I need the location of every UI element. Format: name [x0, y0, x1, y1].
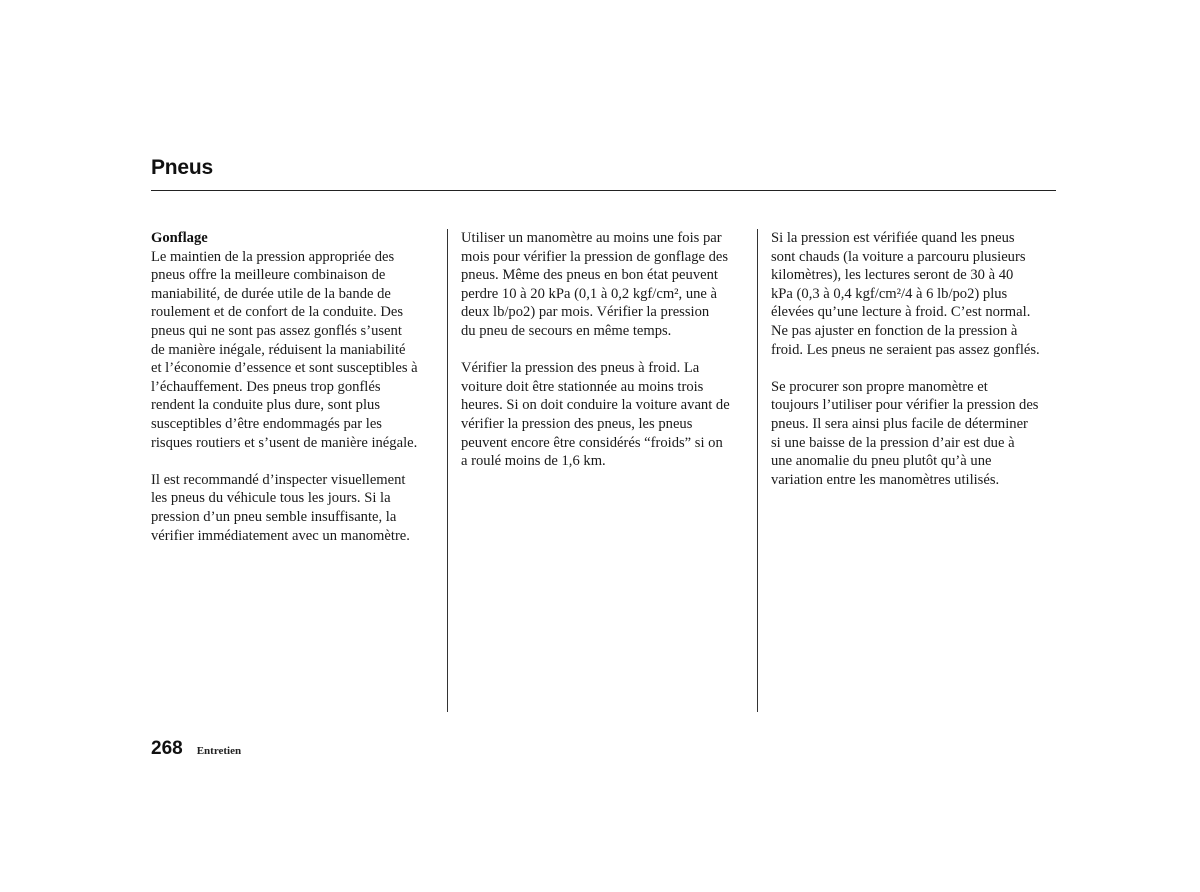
- column-divider: [757, 229, 758, 712]
- paragraph: Se procurer son propre manomètre et toujours l’utiliser pour vérifier la pression des pneus. Il sera ainsi plus facile de déterminer si une baisse de la pression d’air est due à une anomalie du pneu plutôt qu’à une variation entre les manomètres utilisés.: [771, 378, 1039, 488]
- page-number: 268: [151, 738, 183, 759]
- paragraph: Vérifier la pression des pneus à froid. La voiture doit être stationnée au moins trois heures. Si on doit conduire la voiture avant de vérifier la pression des pneus, les pneus peuvent encore être considérés “froids” si on a roulé moins de 1,6 km.: [461, 360, 730, 470]
- text-column-1: [151, 229, 443, 564]
- paragraph: Si la pression est vérifiée quand les pneus sont chauds (la voiture a parcouru plusieurs kilomètres), les lectures seront de 30 à 40 kPa (0,3 à 0,4 kgf/cm²/4 à 6 lb/po2) plus élevées qu’une lecture à froid. C’est normal. Ne pas ajuster en fonction de la pression à froid. Les pneus ne seraient pas assez gonflés.: [771, 230, 1040, 358]
- column-divider: [447, 229, 448, 712]
- page-title: Pneus: [151, 156, 214, 179]
- paragraph: Utiliser un manomètre au moins une fois par mois pour vérifier la pression de gonflage des pneus. Même des pneus en bon état peuvent perdre 10 à 20 kPa (0,1 à 0,2 kgf/cm², une à deux lb/po2) par mois. Vérifier la pression du pneu de secours en même temps.: [461, 230, 729, 339]
- footer-section-name: Entretien: [196, 745, 242, 757]
- page-footer: [151, 738, 241, 760]
- section-heading: Gonflage: [151, 230, 208, 246]
- text-column-2: [461, 229, 753, 489]
- title-divider: [151, 190, 1056, 191]
- text-column-3: [771, 229, 1063, 508]
- paragraph: Il est recommandé d’inspecter visuellement les pneus du véhicule tous les jours. Si la pression d’un pneu semble insuffisante, la vérifier immédiatement avec un manomètre.: [151, 471, 410, 544]
- paragraph: Le maintien de la pression appropriée des pneus offre la meilleure combinaison de maniabilité, de durée utile de la bande de roulement et de confort de la conduite. Des pneus qui ne sont pas assez gonflés s’usent de manière inégale, réduisent la maniabilité et l’économie d’essence et sont susceptibles à l’échauffement. Des pneus trop gonflés rendent la conduite plus dure, sont plus susceptibles d’être endommagés par les risques routiers et s’usent de manière inégale.: [151, 248, 418, 451]
